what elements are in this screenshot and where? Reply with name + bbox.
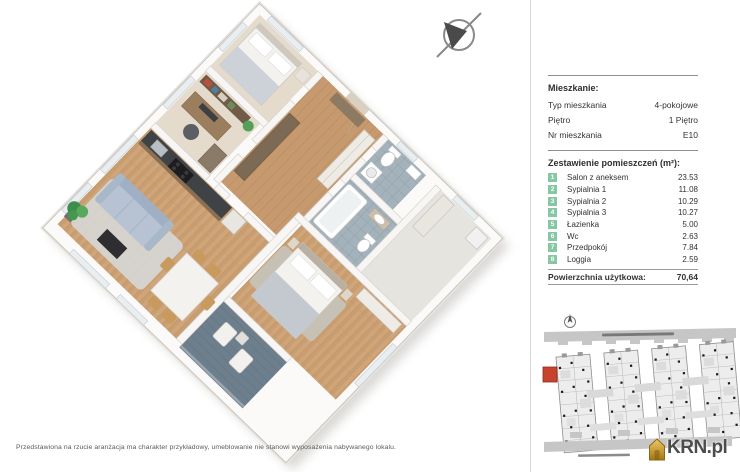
apartment-heading: Mieszkanie: <box>548 83 599 93</box>
room-name: Sypialnia 3 <box>567 208 607 218</box>
panel-divider-line <box>530 0 531 472</box>
info-value: E10 <box>682 129 698 140</box>
room-row <box>548 242 698 254</box>
room-area: 2.63 <box>682 231 698 241</box>
room-number-badge: 5 <box>548 220 557 229</box>
info-label: Piętro <box>548 114 571 125</box>
room-number-badge: 7 <box>548 243 557 252</box>
logo-text: KRN.pl <box>667 437 728 458</box>
room-area: 5.00 <box>682 220 698 230</box>
north-arrow-icon <box>437 13 481 57</box>
total-label: Powierzchnia użytkowa: <box>548 271 646 282</box>
room-name: Sypialnia 2 <box>567 196 607 206</box>
room-row <box>548 219 698 231</box>
room-number-badge: 1 <box>548 173 557 182</box>
info-label: Typ mieszkania <box>548 99 607 110</box>
house-icon <box>648 438 666 462</box>
rooms-heading: Zestawienie pomieszczeń (m²): <box>548 158 681 168</box>
apartment-info <box>548 97 698 142</box>
room-row <box>548 172 698 184</box>
room-number-badge: 8 <box>548 255 557 264</box>
room-number-badge: 6 <box>548 232 557 241</box>
room-row <box>548 195 698 207</box>
room-name: Wc <box>567 231 579 241</box>
room-area: 10.27 <box>677 208 698 218</box>
total-row <box>548 270 698 284</box>
room-number-badge: 2 <box>548 185 557 194</box>
room-row <box>548 254 698 266</box>
info-row <box>548 127 698 142</box>
room-row <box>548 230 698 242</box>
apartment <box>40 1 506 466</box>
info-row <box>548 97 698 112</box>
room-name: Sypialnia 1 <box>567 185 607 195</box>
info-row <box>548 112 698 127</box>
street-bottom-label <box>578 454 630 457</box>
info-value: 4-pokojowe <box>654 99 698 110</box>
room-area: 10.29 <box>677 196 698 206</box>
room-name: Łazienka <box>567 220 600 230</box>
room-area: 7.84 <box>682 243 698 253</box>
info-value: 1 Piętro <box>668 114 698 125</box>
site-compass-icon <box>565 314 576 328</box>
krn-logo <box>648 436 727 462</box>
room-number-badge: 3 <box>548 197 557 206</box>
room-area: 2.59 <box>682 255 698 265</box>
divider <box>548 150 698 151</box>
room-area: 11.08 <box>678 185 698 195</box>
room-number-badge: 4 <box>548 208 557 217</box>
highlighted-unit <box>543 367 557 382</box>
room-row <box>548 207 698 219</box>
room-name: Salon z aneksem <box>567 173 629 183</box>
rooms-list <box>548 172 698 266</box>
info-panel <box>548 75 698 285</box>
room-name: Loggia <box>567 255 592 265</box>
divider <box>548 284 698 285</box>
disclaimer-text: Przedstawiona na rzucie aranżacja ma charakter przykładowy, umeblowanie nie stanowi wyposażenia nabywanego lokalu. <box>16 444 397 451</box>
room-name: Przedpokój <box>567 243 608 253</box>
info-label: Nr mieszkania <box>548 129 602 140</box>
total-value: 70,64 <box>676 271 698 282</box>
room-area: 23.53 <box>677 173 698 183</box>
divider <box>548 75 698 76</box>
room-row <box>548 184 698 196</box>
